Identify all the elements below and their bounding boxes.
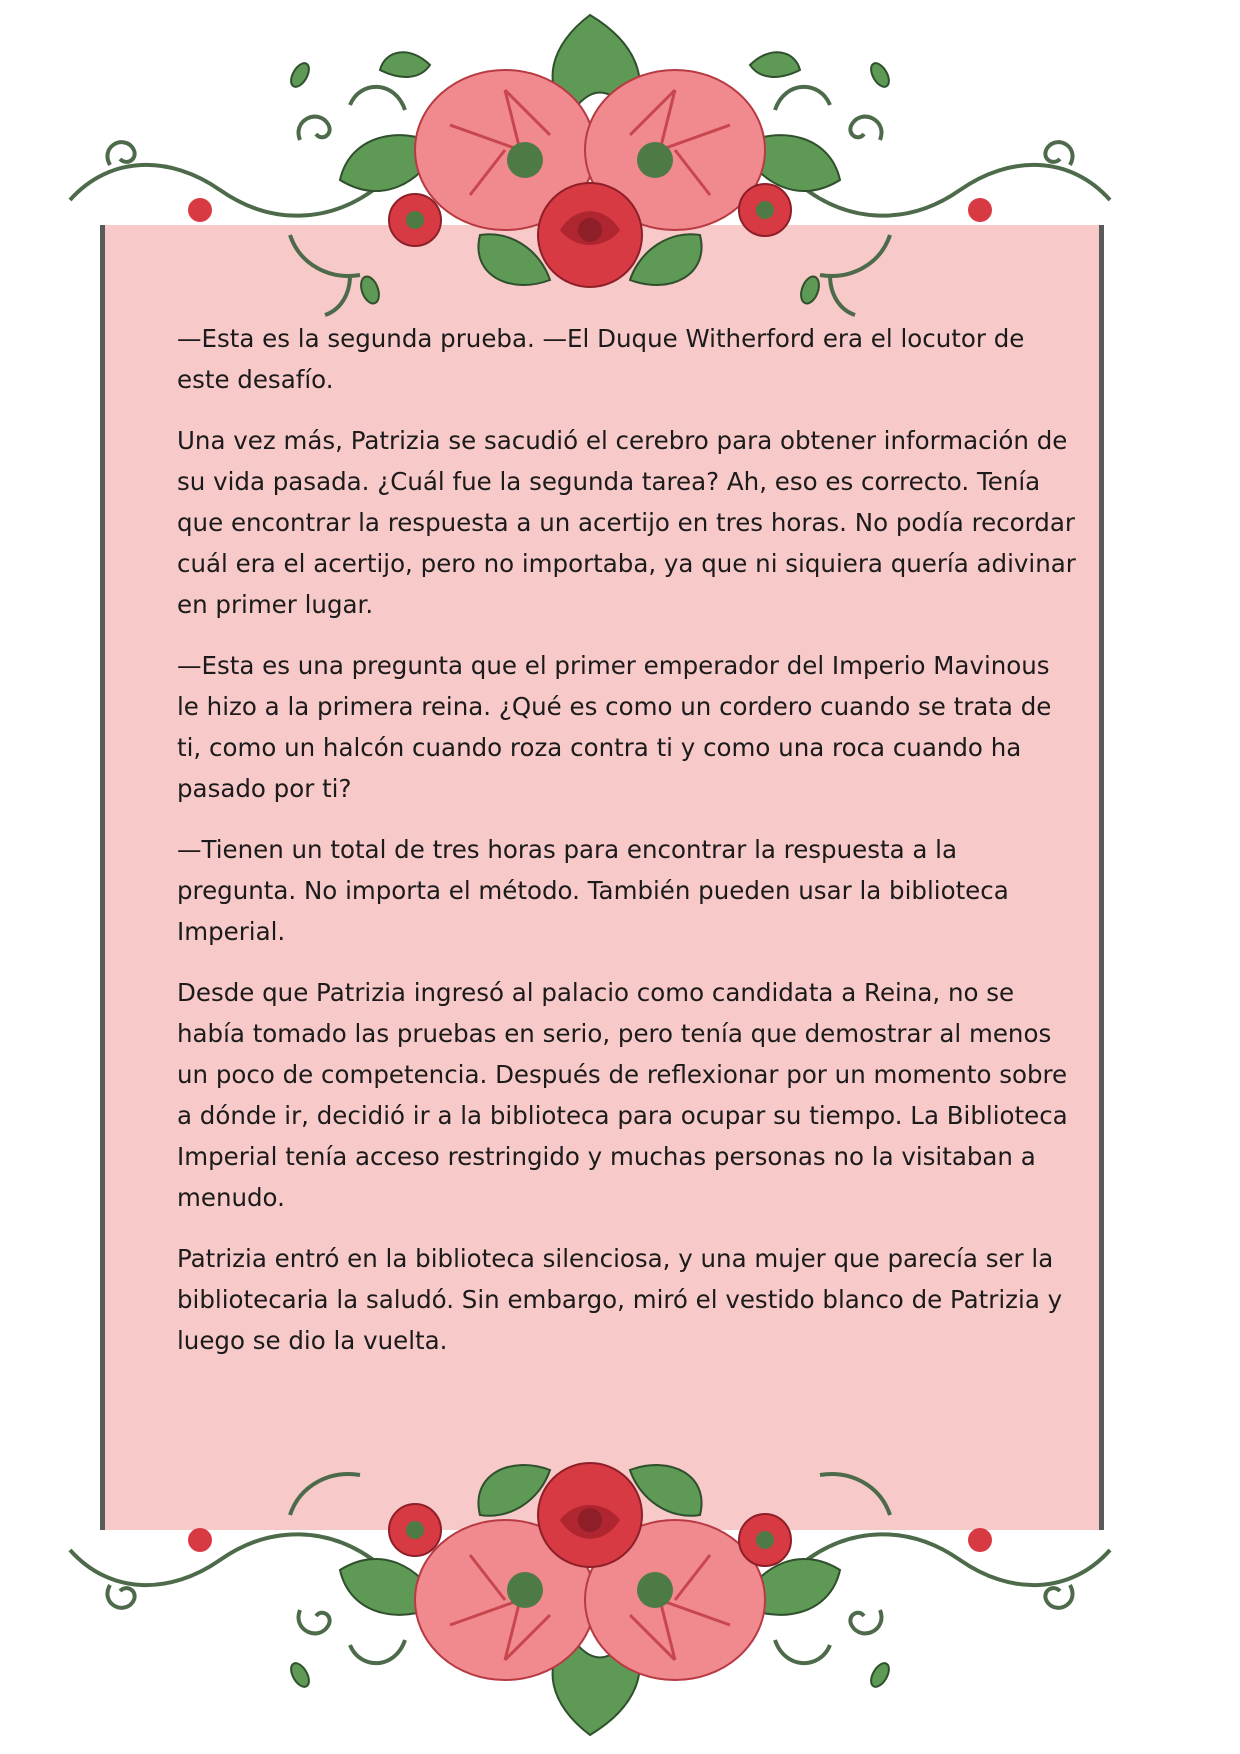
bottom-floral-ornament (50, 1425, 1130, 1745)
rose-bouquet-icon (188, 70, 992, 287)
story-text (177, 318, 1077, 1381)
paragraph: Una vez más, Patrizia se sacudió el cerebro para obtener información de su vida pasada. ¿Cuál fue la segunda tarea? Ah, eso es correcto. Tenía que encontrar la respuesta a un acertijo en tres horas. No podía recordar cuál era el acertijo, pero no importaba, ya que ni siquiera quería adivinar en primer lugar. (177, 426, 1076, 619)
paragraph: Patrizia entró en la biblioteca silenciosa, y una mujer que parecía ser la bibliotecaria la saludó. Sin embargo, miró el vestido blanco de Patrizia y luego se dio la vuelta. (177, 1244, 1063, 1355)
rose-bouquet-icon (188, 1463, 992, 1680)
paragraph: —Tienen un total de tres horas para encontrar la respuesta a la pregunta. No importa el método. También pueden usar la biblioteca Imperial. (177, 835, 1009, 946)
top-floral-ornament (50, 5, 1130, 325)
paragraph: Desde que Patrizia ingresó al palacio como candidata a Reina, no se había tomado las pruebas en serio, pero tenía que demostrar al menos un poco de competencia. Después de reflexionar por un momento sobre a dónde ir, decidió ir a la biblioteca para ocupar su tiempo. La Biblioteca Imperial tenía acceso restringido y muchas personas no la visitaban a menudo. (177, 978, 1068, 1212)
paragraph: —Esta es una pregunta que el primer emperador del Imperio Mavinous le hizo a la primera reina. ¿Qué es como un cordero cuando se trata de ti, como un halcón cuando roza contra ti y como una roca cuando ha pasado por ti? (177, 651, 1052, 803)
paragraph: —Esta es la segunda prueba. —El Duque Witherford era el locutor de este desafío. (177, 324, 1025, 394)
